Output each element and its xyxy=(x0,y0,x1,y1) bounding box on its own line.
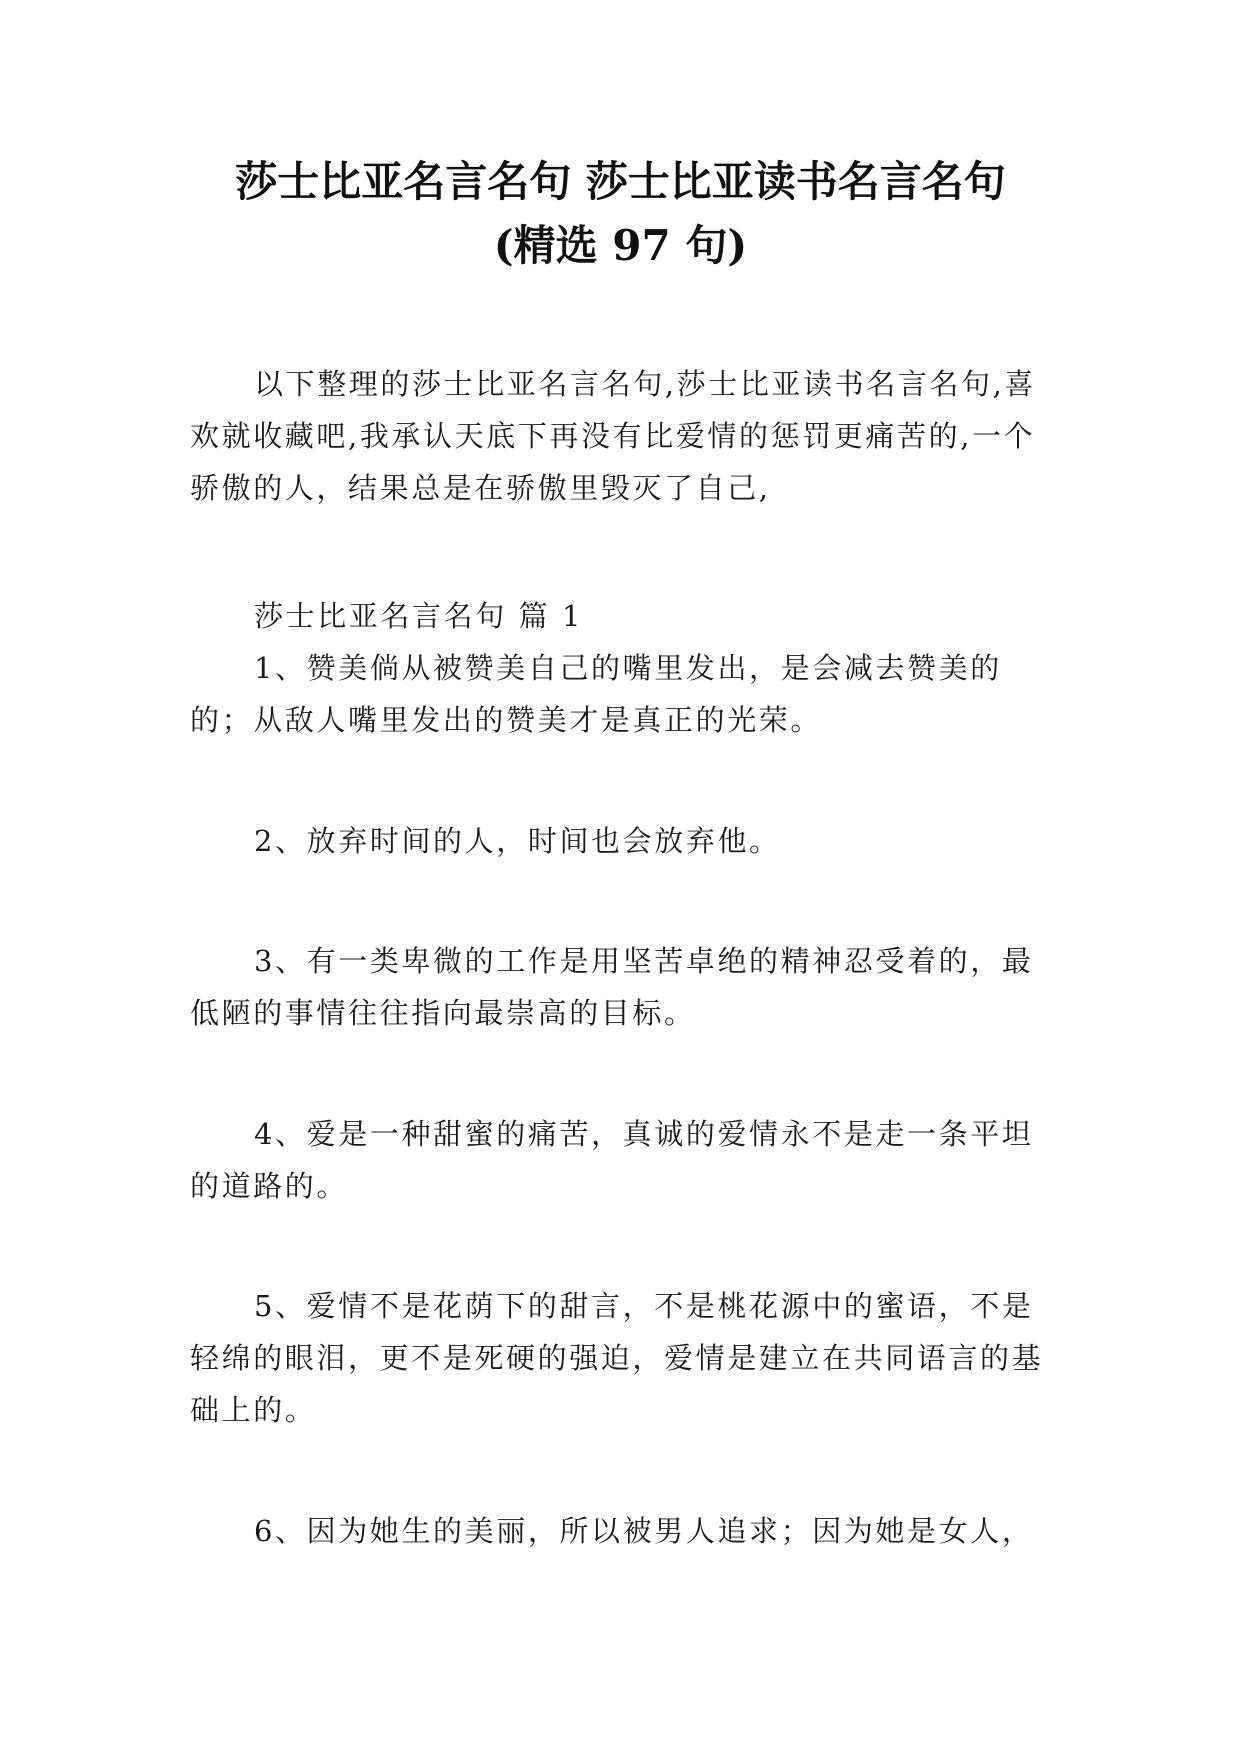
quote-paragraph-5: 5、爱情不是花荫下的甜言，不是桃花源中的蜜语，不是轻绵的眼泪，更不是死硬的强迫，爱情是建立在共同语言的基础上的。 xyxy=(190,1289,1044,1427)
document-title xyxy=(150,150,1091,278)
quote-paragraph-6: 6、因为她生的美丽，所以被男人追求；因为她是女人， xyxy=(254,1514,1034,1548)
intro-paragraph: 以下整理的莎士比亚名言名句,莎士比亚读书名言名句,喜欢就收藏吧,我承认天底下再没有比爱情的惩罚更痛苦的,一个骄傲的人，结果总是在骄傲里毁灭了自己, xyxy=(190,367,1037,505)
quote-paragraph-1: 1、赞美倘从被赞美自己的嘴里发出，是会减去赞美的的；从敌人嘴里发出的赞美才是真正的光荣。 xyxy=(190,651,1002,737)
section-heading: 莎士比亚名言名句 篇 1 xyxy=(254,599,584,633)
quote-paragraph-3: 3、有一类卑微的工作是用坚苦卓绝的精神忍受着的，最低陋的事情往往指向最崇高的目标。 xyxy=(190,944,1034,1030)
quote-paragraph-4: 4、爱是一种甜蜜的痛苦，真诚的爱情永不是走一条平坦的道路的。 xyxy=(190,1117,1034,1203)
title-line-1: 莎士比亚名言名句 莎士比亚读书名言名句 xyxy=(235,157,1006,206)
title-line-2: (精选 97 句) xyxy=(493,221,748,270)
quote-paragraph-2: 2、放弃时间的人，时间也会放弃他。 xyxy=(254,824,781,858)
